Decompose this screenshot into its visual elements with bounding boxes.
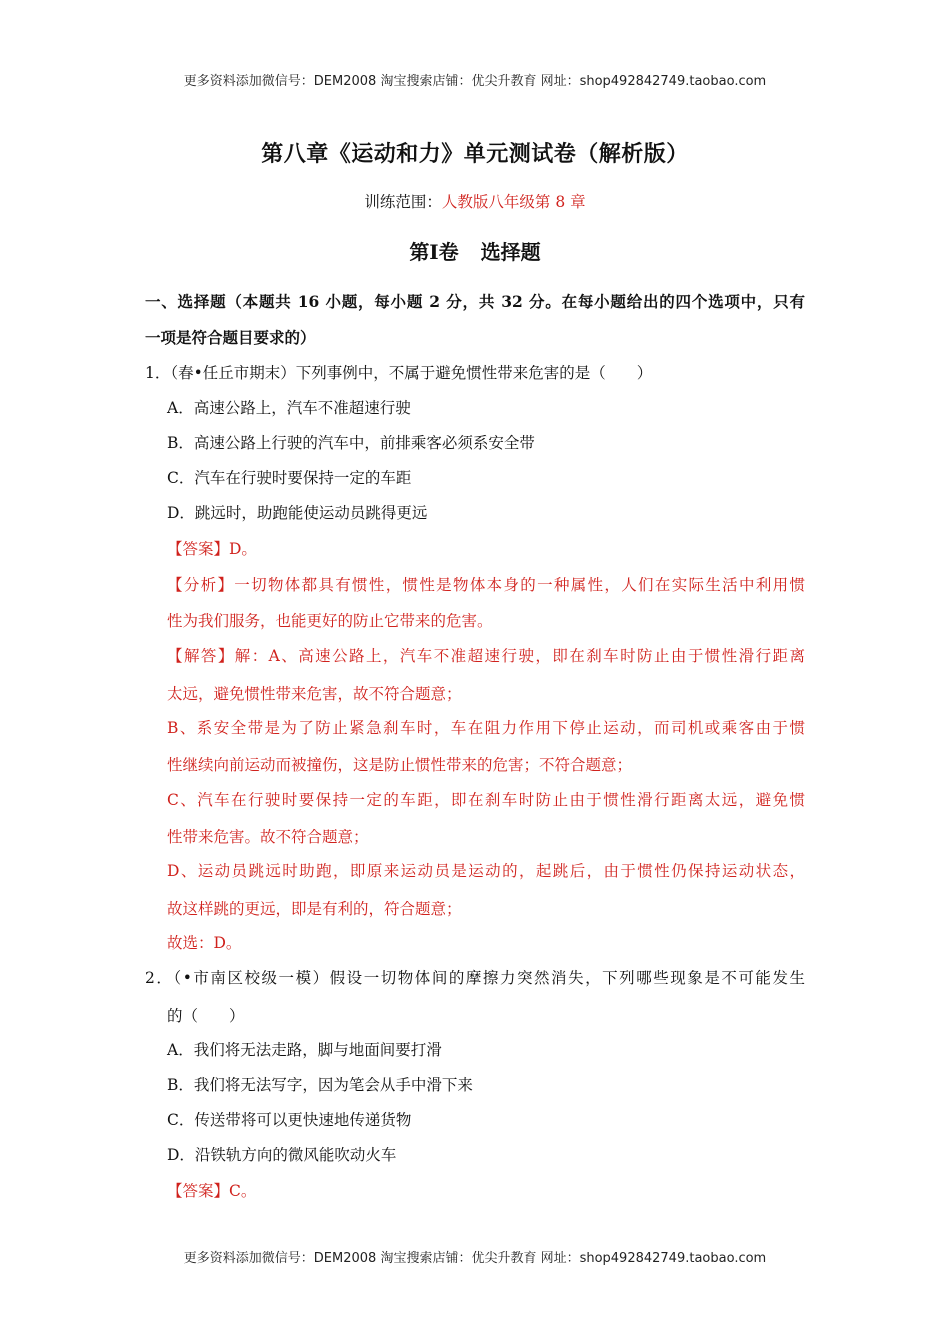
question-1-option-b: B．高速公路上行驶的汽车中，前排乘客必须系安全带	[167, 434, 535, 452]
question-1-solution-line1: 【解答】解：A、高速公路上，汽车不准超速行驶，即在刹车时防止由于惯性滑行距离	[167, 647, 805, 665]
scope-label: 训练范围：	[364, 193, 442, 211]
question-2-option-d: D．沿铁轨方向的微风能吹动火车	[167, 1146, 397, 1164]
solution-tag: 【解答】	[167, 647, 235, 665]
question-2-option-a: A．我们将无法走路，脚与地面间要打滑	[167, 1041, 442, 1059]
question-1-analysis-line2: 性为我们服务，也能更好的防止它带来的危害。	[167, 612, 493, 630]
question-2-option-c: C．传送带将可以更快速地传递货物	[167, 1111, 412, 1129]
question-1-stem: 1．（春•任丘市期末）下列事例中，不属于避免惯性带来危害的是（ ）	[145, 364, 653, 382]
document-title: 第八章《运动和力》单元测试卷（解析版）	[261, 141, 689, 167]
page-header: 更多资料添加微信号：DEM2008 淘宝搜索店铺：优尖升教育 网址：shop492842749.taobao.com	[183, 74, 767, 89]
page-footer: 更多资料添加微信号：DEM2008 淘宝搜索店铺：优尖升教育 网址：shop492842749.taobao.com	[183, 1251, 767, 1266]
question-1-explain-b-line1: B、系安全带是为了防止紧急刹车时，车在阻力作用下停止运动，而司机或乘客由于惯	[167, 719, 805, 737]
question-2-stem-line1: 2．（•市南区校级一模）假设一切物体间的摩擦力突然消失，下列哪些现象是不可能发生	[145, 969, 805, 987]
analysis-tag: 【分析】	[167, 576, 235, 594]
question-1-solution-line2: 太远，避免惯性带来危害，故不符合题意；	[167, 685, 462, 703]
question-1-explain-c-line2: 性带来危害。故不符合题意；	[167, 828, 369, 846]
question-1-option-c: C．汽车在行驶时要保持一定的车距	[167, 469, 412, 487]
training-scope	[0, 190, 950, 212]
part-title: 选择题	[480, 240, 541, 264]
question-1-choice: 故选：D。	[167, 934, 242, 952]
question-2-answer: 【答案】C。	[167, 1182, 257, 1200]
question-1-analysis-line1: 【分析】一切物体都具有惯性，惯性是物体本身的一种属性，人们在实际生活中利用惯	[167, 576, 805, 594]
section-instruction-line1: 一、选择题（本题共 16 小题，每小题 2 分，共 32 分。在每小题给出的四个选项中，只有	[145, 292, 805, 311]
scope-value: 人教版八年级第 8 章	[441, 193, 586, 211]
part-heading	[0, 236, 950, 265]
question-1-explain-c-line1: C、汽车在行驶时要保持一定的车距，即在刹车时防止由于惯性滑行距离太远，避免惯	[167, 791, 805, 809]
question-1-explain-b-line2: 性继续向前运动而被撞伤，这是防止惯性带来的危害；不符合题意；	[167, 756, 633, 774]
question-2-stem-line2: 的（ ）	[167, 1007, 245, 1025]
part-number: 第Ⅰ卷	[409, 240, 459, 264]
section-instruction-line2: 一项是符合题目要求的）	[145, 328, 316, 347]
question-1-explain-d-line1: D、运动员跳远时助跑，即原来运动员是运动的，起跳后，由于惯性仍保持运动状态，	[167, 862, 805, 880]
question-1-answer: 【答案】D。	[167, 540, 257, 558]
question-1-explain-d-line2: 故这样跳的更远，即是有利的，符合题意；	[167, 900, 462, 918]
question-1-option-d: D．跳远时，助跑能使运动员跳得更远	[167, 504, 428, 522]
question-1-option-a: A．高速公路上，汽车不准超速行驶	[167, 399, 411, 417]
question-2-option-b: B．我们将无法写字，因为笔会从手中滑下来	[167, 1076, 473, 1094]
